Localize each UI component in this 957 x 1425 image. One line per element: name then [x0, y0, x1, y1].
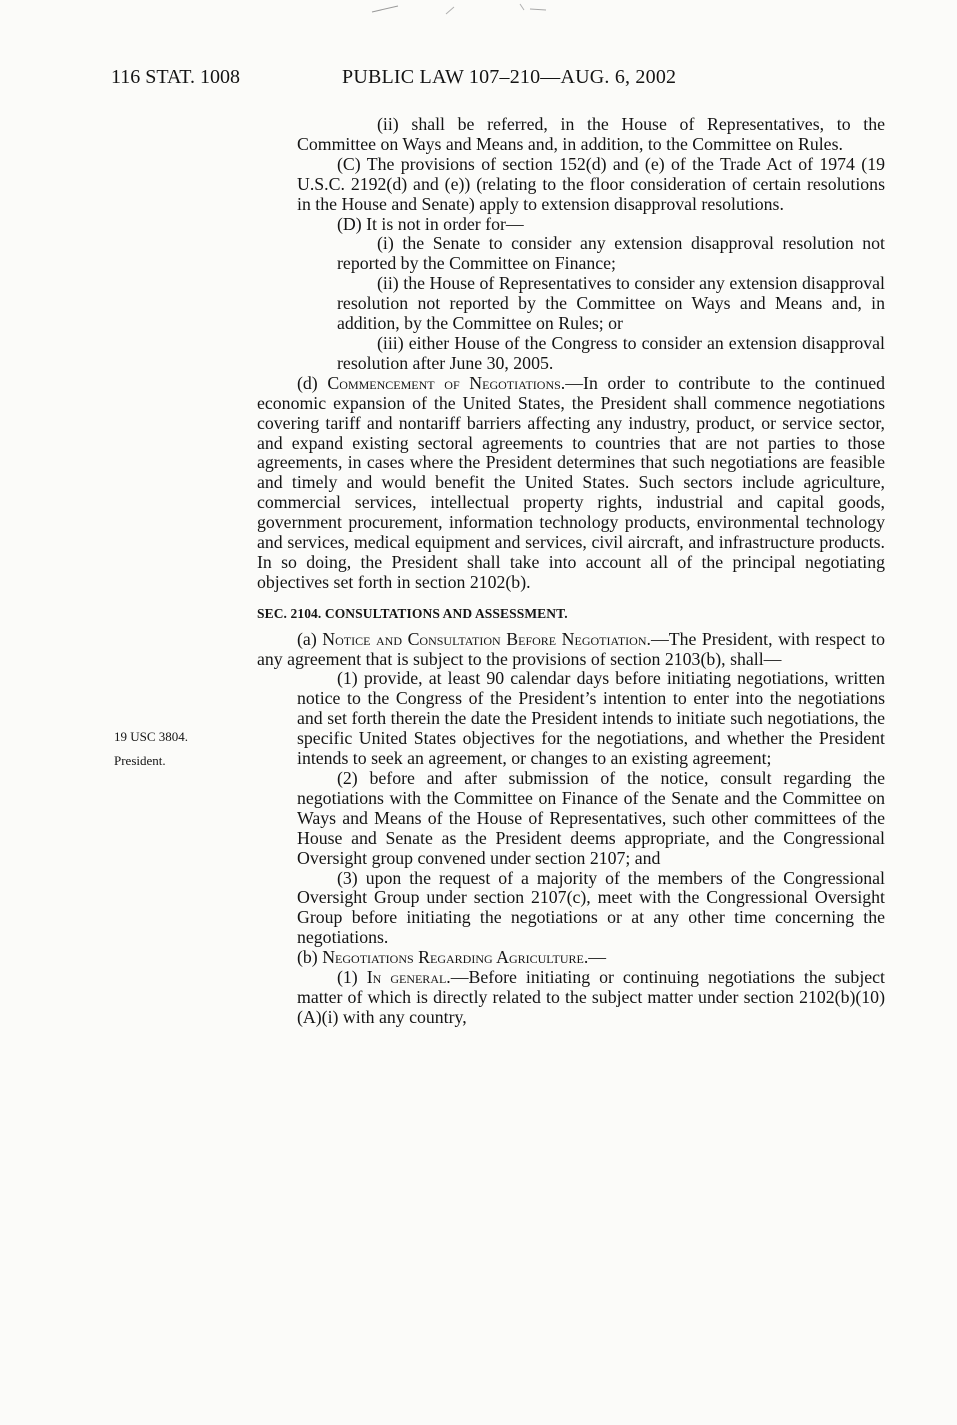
page-header [111, 66, 897, 90]
paragraph-i-senate: (i) the Senate to consider any extension disapproval resolution not reported by the Committee on Finance; [337, 233, 885, 274]
paragraph-body: — [588, 947, 607, 968]
paragraph-2-consult: (2) before and after submission of the notice, consult regarding the negotiations with the Committee on Finance of the Senate and the Committee on Ways and Means of the House of Representatives, such other committees of the House and Senate as the President deems appropriate, and the Congressional Oversight group convened under section 2107; and [297, 768, 885, 868]
paragraph-ii-house: (ii) the House of Representatives to consider any extension disapproval resolution not reported by the Committee on Ways and Means and, in addition, by the Committee on Rules; or [337, 273, 885, 334]
paragraph-1-provide-notice: (1) provide, at least 90 calendar days before initiating negotiations, written notice to the Congress of the President’s intention to enter into the negotiations and set forth therein the date the President intends to initiate such negotiations, the specific United States objectives for the negotiations, and whether the President intends to seek an agreement, or changes to an existing agreement; [297, 668, 885, 769]
paragraph-3-meet: (3) upon the request of a majority of the members of the Congressional Oversight Group under section 2107(c), meet with the Congressional Oversight Group before initiating the negotiations or at any other time concerning the negotiations. [297, 867, 885, 948]
paragraph-label: (1) [337, 967, 367, 988]
paragraph-heading: Notice and Consultation Before Negotiation. [322, 628, 651, 649]
paragraph-iii-either-house: (iii) either House of the Congress to consider an extension disapproval resolution after June 30, 2005. [337, 332, 885, 373]
paragraph-d-not-in-order: (D) It is not in order for— [337, 213, 524, 234]
paragraph-label: (d) [297, 372, 328, 393]
margin-note-usc: 19 USC 3804. [114, 729, 189, 744]
body-text [257, 115, 885, 1028]
statute-page-number: 116 STAT. 1008 [111, 66, 240, 88]
public-law-title: PUBLIC LAW 107–210—AUG. 6, 2002 [342, 66, 677, 88]
paragraph-commencement [257, 374, 885, 593]
paragraph-heading: Commencement of Negotiations. [327, 372, 566, 393]
paragraph-body: —The President, with respect to any agreement that is subject to the provisions of section 2103(b), shall— [257, 628, 885, 669]
paragraph-1-in-general [257, 968, 885, 1028]
margin-note-president: President. [114, 753, 166, 768]
paragraph-ii-referred: (ii) shall be referred, in the House of Representatives, to the Committee on Ways and Means and, in addition, to the Committee on Rules. [297, 114, 885, 154]
paragraph-body: —In order to contribute to the continued economic expansion of the United States, the President shall commence negotiations covering tariff and nontariff barriers affecting any industry, product, or service sector, and expand existing sectoral agreements to countries that are not parties to those agreements, in cases where the President determines that such negotiations are feasible and timely and would benefit the United States. Such sectors include agriculture, commercial services, intellectual property rights, industrial and capital goods, government procurement, information technology products, environmental technology and services, medical equipment and services, civil aircraft, and infrastructure products. In so doing, the President shall take into account all of the principal negotiating objectives set forth in section 2102(b). [257, 372, 885, 592]
paragraph-label: (b) [297, 947, 323, 968]
paragraph-agriculture [257, 948, 885, 968]
paragraph-heading: Negotiations Regarding Agriculture. [322, 947, 589, 968]
section-heading: SEC. 2104. CONSULTATIONS AND ASSESSMENT. [257, 605, 568, 621]
paragraph-label: (a) [297, 628, 323, 649]
paragraph-heading: In general. [366, 967, 451, 988]
paragraph-notice-consultation [257, 630, 885, 670]
paragraph-c-provisions: (C) The provisions of section 152(d) and (e) of the Trade Act of 1974 (19 U.S.C. 2192(d) and (e)) (relating to the floor consideration of certain resolutions in the House and Senate) apply to extension disapproval resolutions. [297, 153, 885, 214]
paragraph-body: —Before initiating or continuing negotiations the subject matter of which is directly related to the subject matter under section 2102(b)(10)(A)(i) with any country, [297, 967, 885, 1027]
scan-artifact-marks [370, 0, 570, 20]
